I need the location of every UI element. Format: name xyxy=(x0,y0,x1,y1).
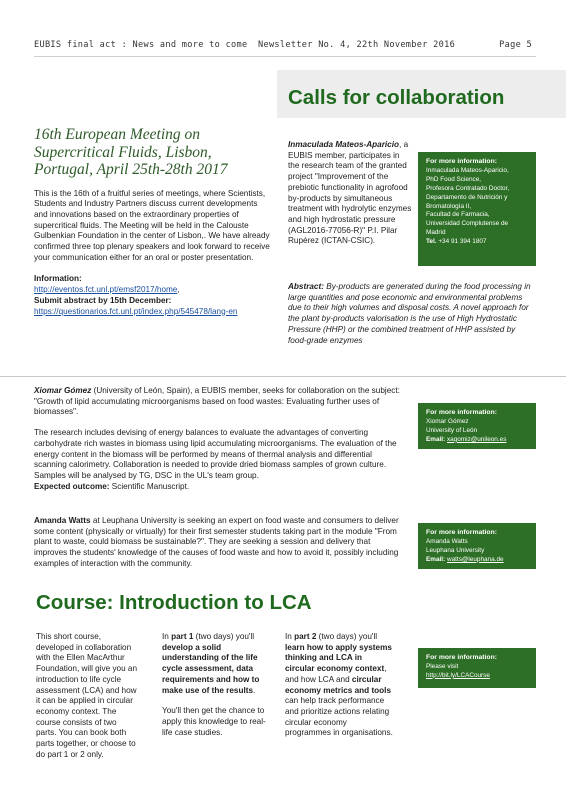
submit-label: Submit abstract by 15th December: xyxy=(34,295,172,305)
part2-metrics: circular economy metrics and tools xyxy=(285,674,392,695)
contact-line: Leuphana University xyxy=(426,546,485,554)
email-label: Email: xyxy=(426,555,446,563)
contact-title: For more information: xyxy=(426,654,497,661)
contact-line: Departamento de Nutrición y xyxy=(426,193,508,201)
contact-line: Universidad Complutense de xyxy=(426,220,509,228)
email-label: Email: xyxy=(426,435,446,443)
amanda-block xyxy=(34,516,404,570)
contact-line: Profesora Contratado Doctor, xyxy=(426,184,510,192)
course-intro: This short course, developed in collaboration with the Ellen MacArthur Foundation, will give you an introduction to life cycle assessment (LCA) and how it can be applied in circular economy context. The course consists of two parts. You can book both parts together, or choose to do part 1 or 2 only. xyxy=(36,632,138,759)
event-info-link[interactable]: http://eventos.fct.unl.pt/emsf2017/home xyxy=(34,285,178,295)
xiomar-name: Xiomar Gómez xyxy=(34,386,92,395)
outcome-label: Expected outcome: xyxy=(34,481,110,491)
event-body: This is the 16th of a fruitful series of meetings, where Scientists, Students and Industry Partners discuss current developments and innovations based on the extraordinary properties of supercritical fluids. The Meeting will be held in the Calouste Gulbenkian Foundation in the center of Lisbon,. We have already confirmed three top plenary speakers and look forward to receive your communication either for an oral or poster presentation. xyxy=(34,188,270,262)
amanda-text: at Leuphana University is seeking an expert on food waste and consumers to deliver some content (physically or virtually) for their first semester students taking part in the module "From plant to waste, could biomass be sustainable?". They are seeking a session and delivery that improves the students' knowledge of the causes of food waste and how to avoid it, possibly including examples of interaction with the community. xyxy=(34,516,399,568)
inmaculada-block xyxy=(288,140,412,247)
contact-line: Please visit xyxy=(426,662,459,670)
course-heading: Course: Introduction to LCA xyxy=(36,591,312,614)
course-contact-box xyxy=(418,648,536,688)
xiomar-block xyxy=(34,386,402,492)
course-col-1 xyxy=(36,632,138,760)
abstract-text: By-products are generated during the food processing in large quantities and pose economic and environmental problems due to their high volumes and disposal costs. A novel approach for the plant by-products valorisation is the use of High Hydrostatic Pressure (HHP) or the combined treatment of HHP assisted by food-grade enzymes xyxy=(288,282,531,345)
outcome-text: Scientific Manuscript. xyxy=(109,481,190,491)
inmaculada-abstract xyxy=(288,282,536,346)
col3-a: In xyxy=(285,632,295,641)
col2-e: . xyxy=(253,685,256,695)
course-col-3 xyxy=(285,632,393,739)
abstract-label: Abstract: xyxy=(288,282,324,291)
part1-label: part 1 xyxy=(171,632,194,641)
xiomar-email-link[interactable]: xagomiz@unileon.es xyxy=(446,435,507,443)
xiomar-body: The research includes devising of energy balances to evaluate the advantages of converting carbohydrate rich wastes in biomass using lipid accumulating microorganisms. The evaluation of the energy content in the biomass will be performed by means of thermal analysis and differential scanning calorimetry. Collaboration is needed to provide dried biomass samples of grown culture. Samples will be analysed by TG, DSC in the UL's team group. xyxy=(34,428,397,480)
course-link[interactable]: http://bit.ly/LCACourse xyxy=(426,671,490,679)
col2-a: In xyxy=(162,632,172,641)
part1-goal: develop a solid understanding of the life cycle assessment, data requirements and how to make use of the results xyxy=(162,642,260,695)
xiomar-contact-box xyxy=(418,403,536,449)
event-submit-link[interactable]: https://questionarios.fct.unl.pt/index.php/545478/lang-en xyxy=(34,306,238,316)
part2-goal: learn how to apply systems thinking and LCA in circular economy context xyxy=(285,642,392,674)
part2-label: part 2 xyxy=(294,632,317,641)
part1-followup: You'll then get the chance to apply this knowledge to real-life case studies. xyxy=(162,706,266,737)
tel-label: Tel. xyxy=(426,238,437,246)
header-middle: Newsletter No. 4, 22th November 2016 xyxy=(258,40,456,50)
event-title: 16th European Meeting on Supercritical Fluids, Lisbon, Portugal, April 25th-28th 2017 xyxy=(34,126,228,178)
event-block xyxy=(34,126,272,317)
page-number: Page 5 xyxy=(499,40,532,50)
col3-e: , and how LCA and xyxy=(285,664,387,684)
header-divider xyxy=(34,56,536,57)
contact-line: Amanda Watts xyxy=(426,537,468,545)
inmaculada-name: Inmaculada Mateos-Aparicio xyxy=(288,140,400,149)
contact-line: Xiomar Gómez xyxy=(426,417,469,425)
contact-title: For more information: xyxy=(426,529,497,536)
contact-title: For more information: xyxy=(426,158,497,165)
info-suffix: , xyxy=(177,285,180,295)
course-col-2 xyxy=(162,632,268,738)
amanda-name: Amanda Watts xyxy=(34,516,91,525)
contact-line: Inmaculada Mateos-Aparicio, xyxy=(426,166,509,174)
inmaculada-contact-box xyxy=(418,152,536,266)
calls-heading: Calls for collaboration xyxy=(288,86,505,109)
amanda-email-link[interactable]: watts@leuphana.de xyxy=(446,555,504,563)
contact-line: University of León xyxy=(426,426,478,434)
xiomar-intro: (University of León, Spain), a EUBIS member, seeks for collaboration on the subject: "Growth of lipid accumulating microorganisms based on food wastes: Evaluating further uses of biomasses". xyxy=(34,386,400,417)
header-left: EUBIS final act : News and more to come xyxy=(34,40,248,50)
contact-title: For more information: xyxy=(426,409,497,416)
info-label: Information: xyxy=(34,274,82,284)
col3-c: (two days) you'll xyxy=(316,632,378,641)
contact-line: PhD Food Science, xyxy=(426,175,482,183)
col2-c: (two days) you'll xyxy=(193,632,255,641)
contact-line: Madrid xyxy=(426,229,446,237)
inmaculada-text: , a EUBIS member, participates in the research team of the granted project "Improvement of the prebiotic functionality in agrofood by-products by simultaneous treatment with hydrolytic enzymes and high hydrostatic pressure (AGL2016-77056-R)" P.I. Pilar Rupérez (ICTAN-CSIC). xyxy=(288,140,412,246)
col3-g: can help track performance and prioritize actions relating circular economy programmes in organisations. xyxy=(285,696,393,738)
tel-value: +34 91 394 1807 xyxy=(436,238,487,246)
contact-line: Facultad de Farmacia, xyxy=(426,211,490,219)
section-divider xyxy=(0,376,566,377)
contact-line: Bromatología II, xyxy=(426,202,472,210)
amanda-contact-box xyxy=(418,523,536,569)
